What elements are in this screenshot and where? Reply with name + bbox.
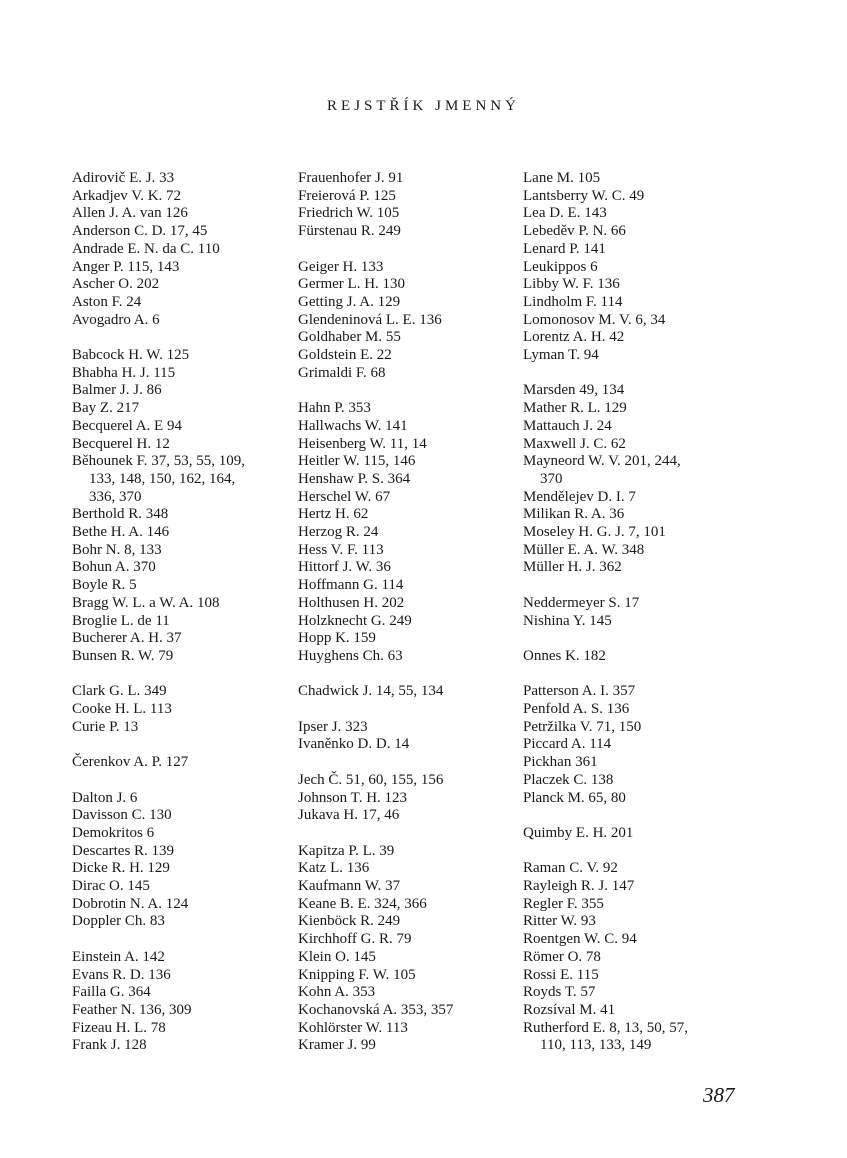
index-group	[298, 843, 513, 1055]
index-entry: Dicke R. H. 129	[72, 860, 170, 877]
index-group	[298, 170, 513, 241]
index-entry: Feather N. 136, 309	[72, 1001, 192, 1018]
index-entry: Kienböck R. 249	[298, 913, 401, 930]
index-entry: Knipping F. W. 105	[298, 966, 416, 983]
index-entry: 336, 370	[89, 488, 142, 505]
page-number: 387	[703, 1083, 735, 1107]
index-entry: Freierová P. 125	[298, 187, 396, 204]
index-entry: Goldhaber M. 55	[298, 329, 401, 346]
index-entry: Kaufmann W. 37	[298, 878, 401, 895]
index-entry: Lenard P. 141	[523, 240, 606, 257]
index-entry: Lane M. 105	[523, 170, 601, 186]
index-entry: Hopp K. 159	[298, 630, 376, 647]
index-entry: Placzek C. 138	[523, 771, 614, 788]
index-entry: Regler F. 355	[523, 895, 604, 912]
index-group	[298, 772, 513, 825]
index-entry: Demokritos 6	[72, 824, 155, 841]
index-group	[72, 754, 287, 772]
index-entry: Lebeděv P. N. 66	[523, 223, 626, 240]
index-entry: Neddermeyer S. 17	[523, 594, 640, 611]
index-entry: Fizeau H. L. 78	[72, 1019, 166, 1036]
index-entry: Jech Č. 51, 60, 155, 156	[298, 771, 444, 788]
index-entry: Hallwachs W. 141	[298, 417, 408, 434]
index-entry: Lindholm F. 114	[523, 293, 623, 310]
index-entry: Huyghens Ch. 63	[298, 647, 403, 664]
index-entry: Chadwick J. 14, 55, 134	[298, 683, 444, 700]
index-entry: Kirchhoff G. R. 79	[298, 931, 412, 948]
index-entry: Hittorf J. W. 36	[298, 559, 391, 576]
index-entry: Berthold R. 348	[72, 506, 169, 523]
index-entry: Anderson C. D. 17, 45	[72, 223, 208, 240]
index-entry: Raman C. V. 92	[523, 860, 618, 877]
index-entry: Kapitza P. L. 39	[298, 842, 395, 859]
index-group	[298, 719, 513, 754]
index-entry: Penfold A. S. 136	[523, 701, 630, 718]
index-entry: Patterson A. I. 357	[523, 683, 636, 700]
index-entry: Glendeninová L. E. 136	[298, 311, 442, 328]
index-entry: Jukava H. 17, 46	[298, 807, 400, 824]
index-entry: Bohun A. 370	[72, 559, 156, 576]
index-entry: Einstein A. 142	[72, 948, 165, 965]
index-entry: Germer L. H. 130	[298, 276, 406, 293]
index-entry: Kohn A. 353	[298, 984, 376, 1001]
index-entry: Ivaněnko D. D. 14	[298, 736, 410, 753]
index-group	[523, 825, 743, 843]
index-entry: Běhounek F. 37, 53, 55, 109,	[72, 453, 245, 470]
index-entry: Lomonosov M. V. 6, 34	[523, 311, 666, 328]
index-entry: Pickhan 361	[523, 754, 598, 771]
index-group	[523, 860, 743, 1055]
index-entry: Römer O. 78	[523, 948, 601, 965]
index-entry: Hoffmann G. 114	[298, 577, 404, 594]
index-entry: Doppler Ch. 83	[72, 913, 165, 930]
index-entry: Lorentz A. H. 42	[523, 329, 625, 346]
index-column-2	[298, 170, 513, 1073]
index-group	[523, 382, 743, 577]
index-entry: Libby W. F. 136	[523, 276, 620, 293]
index-entry: Rutherford E. 8, 13, 50, 57,	[523, 1019, 688, 1036]
index-entry: Ascher O. 202	[72, 276, 160, 293]
index-group	[72, 170, 287, 329]
index-entry: Lantsberry W. C. 49	[523, 187, 645, 204]
index-entry: Andrade E. N. da C. 110	[72, 240, 220, 257]
index-entry: Bhabha H. J. 115	[72, 364, 176, 381]
index-entry: Evans R. D. 136	[72, 966, 171, 983]
index-entry: Hahn P. 353	[298, 400, 371, 417]
index-entry: Ritter W. 93	[523, 913, 596, 930]
index-entry: Geiger H. 133	[298, 258, 384, 275]
index-entry: Curie P. 13	[72, 718, 139, 735]
index-entry: Bunsen R. W. 79	[72, 647, 174, 664]
index-entry: Anger P. 115, 143	[72, 258, 180, 275]
index-entry: Bay Z. 217	[72, 400, 140, 417]
index-entry: Johnson T. H. 123	[298, 789, 408, 806]
index-entry: Klein O. 145	[298, 948, 376, 965]
index-entry: Mendělejev D. I. 7	[523, 488, 636, 505]
index-entry: Mattauch J. 24	[523, 417, 612, 434]
index-entry: 133, 148, 150, 162, 164,	[89, 470, 236, 487]
index-entry: 110, 113, 133, 149	[540, 1037, 652, 1054]
index-entry: Friedrich W. 105	[298, 205, 400, 222]
index-entry: Royds T. 57	[523, 984, 596, 1001]
index-entry: Katz L. 136	[298, 860, 370, 877]
index-entry: Rossi E. 115	[523, 966, 599, 983]
index-entry: Davisson C. 130	[72, 807, 172, 824]
index-entry: Dirac O. 145	[72, 878, 150, 895]
index-entry: Kohlörster W. 113	[298, 1019, 408, 1036]
index-group	[72, 347, 287, 666]
index-entry: Goldstein E. 22	[298, 347, 392, 364]
index-entry: Balmer J. J. 86	[72, 382, 162, 399]
index-entry: Aston F. 24	[72, 293, 142, 310]
index-entry: Milikan R. A. 36	[523, 506, 625, 523]
index-entry: Arkadjev V. K. 72	[72, 187, 182, 204]
index-entry: Kramer J. 99	[298, 1037, 376, 1054]
index-entry: Müller H. J. 362	[523, 559, 622, 576]
index-entry: Mayneord W. V. 201, 244,	[523, 453, 681, 470]
index-column-1	[72, 170, 287, 1073]
index-entry: Čerenkov A. P. 127	[72, 754, 189, 771]
index-entry: Failla G. 364	[72, 984, 151, 1001]
index-entry: Lyman T. 94	[523, 347, 599, 364]
index-entry: Holthusen H. 202	[298, 594, 405, 611]
index-entry: Rozsíval M. 41	[523, 1001, 616, 1018]
index-entry: Bucherer A. H. 37	[72, 630, 182, 647]
index-entry: Frauenhofer J. 91	[298, 170, 404, 186]
index-entry: Descartes R. 139	[72, 842, 175, 859]
index-entry: Leukippos 6	[523, 258, 598, 275]
index-entry: Babcock H. W. 125	[72, 347, 190, 364]
index-entry: Adirovič E. J. 33	[72, 170, 175, 186]
index-entry: Roentgen W. C. 94	[523, 931, 637, 948]
index-entry: Bragg W. L. a W. A. 108	[72, 594, 220, 611]
index-entry: Herzog R. 24	[298, 524, 379, 541]
index-entry: Heisenberg W. 11, 14	[298, 435, 427, 452]
index-entry: Getting J. A. 129	[298, 293, 401, 310]
index-entry: 370	[540, 470, 563, 487]
index-group	[72, 949, 287, 1055]
index-entry: Bohr N. 8, 133	[72, 541, 162, 558]
index-entry: Clark G. L. 349	[72, 683, 167, 700]
index-group	[523, 683, 743, 807]
index-entry: Planck M. 65, 80	[523, 789, 626, 806]
index-entry: Quimby E. H. 201	[523, 824, 634, 841]
index-group	[72, 683, 287, 736]
index-entry: Ipser J. 323	[298, 718, 368, 735]
index-entry: Fürstenau R. 249	[298, 223, 401, 240]
index-column-3	[523, 170, 743, 1073]
index-group	[523, 595, 743, 630]
index-entry: Hertz H. 62	[298, 506, 369, 523]
index-entry: Henshaw P. S. 364	[298, 470, 411, 487]
index-entry: Dobrotin N. A. 124	[72, 895, 189, 912]
index-entry: Avogadro A. 6	[72, 311, 160, 328]
index-entry: Kochanovská A. 353, 357	[298, 1001, 454, 1018]
index-entry: Maxwell J. C. 62	[523, 435, 626, 452]
index-entry: Mather R. L. 129	[523, 400, 627, 417]
index-entry: Piccard A. 114	[523, 736, 612, 753]
index-entry: Bethe H. A. 146	[72, 524, 170, 541]
page-title: REJSTŘÍK JMENNÝ	[327, 98, 520, 114]
index-entry: Cooke H. L. 113	[72, 701, 172, 718]
index-entry: Nishina Y. 145	[523, 612, 612, 629]
index-group	[523, 170, 743, 365]
index-entry: Boyle R. 5	[72, 577, 137, 594]
index-entry: Lea D. E. 143	[523, 205, 607, 222]
index-entry: Herschel W. 67	[298, 488, 391, 505]
index-group	[298, 683, 513, 701]
index-entry: Grimaldi F. 68	[298, 364, 386, 381]
index-entry: Allen J. A. van 126	[72, 205, 188, 222]
index-entry: Müller E. A. W. 348	[523, 541, 645, 558]
index-entry: Rayleigh R. J. 147	[523, 878, 635, 895]
index-entry: Moseley H. G. J. 7, 101	[523, 524, 666, 541]
index-group	[523, 648, 743, 666]
index-entry: Petržilka V. 71, 150	[523, 718, 642, 735]
index-entry: Keane B. E. 324, 366	[298, 895, 427, 912]
index-entry: Marsden 49, 134	[523, 382, 625, 399]
index-group	[298, 259, 513, 383]
index-entry: Frank J. 128	[72, 1037, 147, 1054]
index-group	[72, 790, 287, 932]
index-entry: Dalton J. 6	[72, 789, 138, 806]
index-entry: Becquerel H. 12	[72, 435, 170, 452]
index-entry: Hess V. F. 113	[298, 541, 384, 558]
index-group	[298, 400, 513, 666]
index-entry: Broglie L. de 11	[72, 612, 170, 629]
index-entry: Becquerel A. E 94	[72, 417, 182, 434]
index-entry: Onnes K. 182	[523, 647, 606, 664]
index-entry: Holzknecht G. 249	[298, 612, 412, 629]
index-entry: Heitler W. 115, 146	[298, 453, 416, 470]
